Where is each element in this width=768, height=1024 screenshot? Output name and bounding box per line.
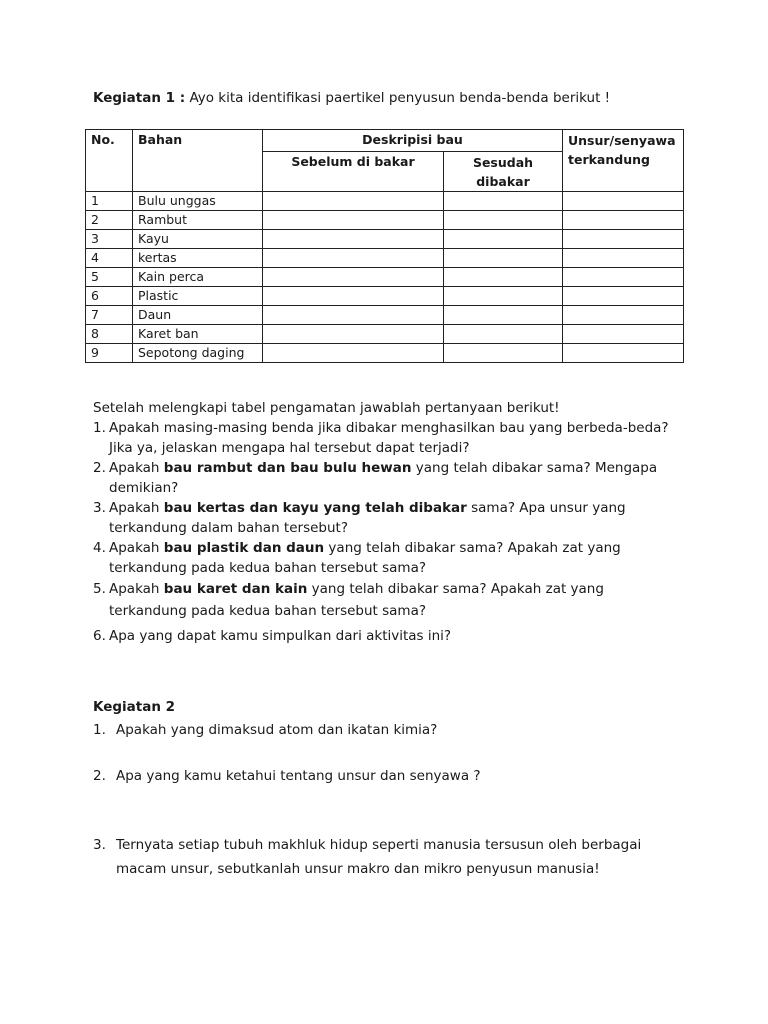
row-bahan: Bulu unggas [133,192,263,211]
row-sebelum-cell[interactable] [263,211,444,230]
row-sebelum-cell[interactable] [263,287,444,306]
row-no: 6 [86,287,133,306]
row-sebelum-cell[interactable] [263,268,444,287]
question-text-post: yang telah dibakar sama? Apakah zat yang terkandung pada kedua bahan tersebut sama? [109,581,604,619]
table-header-row [86,130,684,152]
question-text: Apakah masing-masing benda jika dibakar menghasilkan bau yang berbeda-beda? Jika ya, jelaskan mengapa hal tersebut dapat terjadi? [109,420,669,456]
row-bahan: Daun [133,306,263,325]
row-sebelum-cell[interactable] [263,249,444,268]
row-bahan: Rambut [133,211,263,230]
question-text-pre: Apakah [109,500,164,516]
row-sebelum-cell[interactable] [263,306,444,325]
row-sebelum-cell[interactable] [263,230,444,249]
table-row [86,325,684,344]
row-no: 3 [86,230,133,249]
question-text-pre: Apakah [109,460,164,476]
row-no: 1 [86,192,133,211]
header-deskripsi-bau: Deskripisi bau [263,130,563,152]
row-bahan: Kain perca [133,268,263,287]
row-unsur-cell[interactable] [563,230,684,249]
kegiatan-1-instruction: Ayo kita identifikasi paertikel penyusun benda-benda berikut ! [185,90,611,106]
row-bahan: Plastic [133,287,263,306]
row-unsur-cell[interactable] [563,306,684,325]
item-text: Apa yang kamu ketahui tentang unsur dan senyawa ? [116,768,481,784]
question-text: Apa yang dapat kamu simpulkan dari aktivitas ini? [109,628,452,644]
table-row [86,306,684,325]
question-item [93,578,683,622]
kegiatan-2-section [93,697,683,881]
question-text-bold: bau rambut dan bau bulu hewan [163,460,412,476]
row-sebelum-cell[interactable] [263,325,444,344]
question-text-bold: bau plastik dan daun [163,540,325,556]
row-sesudah-cell[interactable] [444,192,563,211]
table-row [86,268,684,287]
questions-section [93,398,683,646]
kegiatan-2-item [93,833,683,881]
row-bahan: Karet ban [133,325,263,344]
row-no: 2 [86,211,133,230]
item-number: 1. [93,722,106,738]
header-sesudah-dibakar: Sesudah dibakar [444,152,563,192]
question-list [93,418,683,646]
item-text: Ternyata setiap tubuh makhluk hidup seperti manusia tersusun oleh berbagai macam unsur, sebutkanlah unsur makro dan mikro penyusun manusia! [116,837,642,877]
row-sesudah-cell[interactable] [444,306,563,325]
row-bahan: Kayu [133,230,263,249]
row-no: 7 [86,306,133,325]
question-item [93,498,683,538]
question-number: 3. [93,500,106,516]
row-unsur-cell[interactable] [563,344,684,363]
question-number: 5. [93,581,106,597]
row-no: 9 [86,344,133,363]
question-text-post: sama? Apa unsur yang terkandung dalam bahan tersebut? [109,500,626,536]
row-sesudah-cell[interactable] [444,249,563,268]
row-sesudah-cell[interactable] [444,268,563,287]
row-unsur-cell[interactable] [563,287,684,306]
question-number: 1. [93,420,106,436]
row-unsur-cell[interactable] [563,325,684,344]
table-row [86,249,684,268]
question-number: 6. [93,628,106,644]
question-item [93,538,683,578]
question-item [93,458,683,498]
kegiatan-2-item [93,765,683,787]
item-number: 3. [93,837,106,853]
question-number: 4. [93,540,106,556]
question-text-pre: Apakah [109,581,164,597]
row-sesudah-cell[interactable] [444,325,563,344]
kegiatan-1-label: Kegiatan 1 : [93,90,186,106]
row-sesudah-cell[interactable] [444,344,563,363]
questions-intro: Setelah melengkapi tabel pengamatan jawablah pertanyaan berikut! [93,400,560,416]
kegiatan-1-heading [93,90,610,106]
header-sebelum-dibakar: Sebelum di bakar [263,152,444,192]
question-text-post: yang telah dibakar sama? Mengapa demikian? [109,460,658,496]
item-number: 2. [93,768,106,784]
row-sebelum-cell[interactable] [263,344,444,363]
row-unsur-cell[interactable] [563,192,684,211]
table-row [86,211,684,230]
table-row [86,344,684,363]
kegiatan-2-item [93,719,683,741]
header-unsur-senyawa: Unsur/senyawa terkandung [563,130,684,192]
row-sebelum-cell[interactable] [263,192,444,211]
row-sesudah-cell[interactable] [444,211,563,230]
question-text-bold: bau kertas dan kayu yang telah dibakar [163,500,467,516]
row-no: 5 [86,268,133,287]
question-text-pre: Apakah [109,540,164,556]
table-row [86,230,684,249]
row-sesudah-cell[interactable] [444,230,563,249]
kegiatan-2-heading: Kegiatan 2 [93,699,176,715]
question-item [93,626,683,646]
question-number: 2. [93,460,106,476]
row-no: 8 [86,325,133,344]
question-text-post: yang telah dibakar sama? Apakah zat yang terkandung pada kedua bahan tersebut sama? [109,540,621,576]
item-text: Apakah yang dimaksud atom dan ikatan kimia? [116,722,438,738]
row-bahan: Sepotong daging [133,344,263,363]
row-unsur-cell[interactable] [563,211,684,230]
row-sesudah-cell[interactable] [444,287,563,306]
question-item [93,418,683,458]
row-bahan: kertas [133,249,263,268]
table-row [86,192,684,211]
row-no: 4 [86,249,133,268]
row-unsur-cell[interactable] [563,249,684,268]
row-unsur-cell[interactable] [563,268,684,287]
header-bahan: Bahan [133,130,263,192]
question-text-bold: bau karet dan kain [163,581,308,597]
table-row [86,287,684,306]
header-no: No. [86,130,133,192]
observation-table [85,129,684,363]
